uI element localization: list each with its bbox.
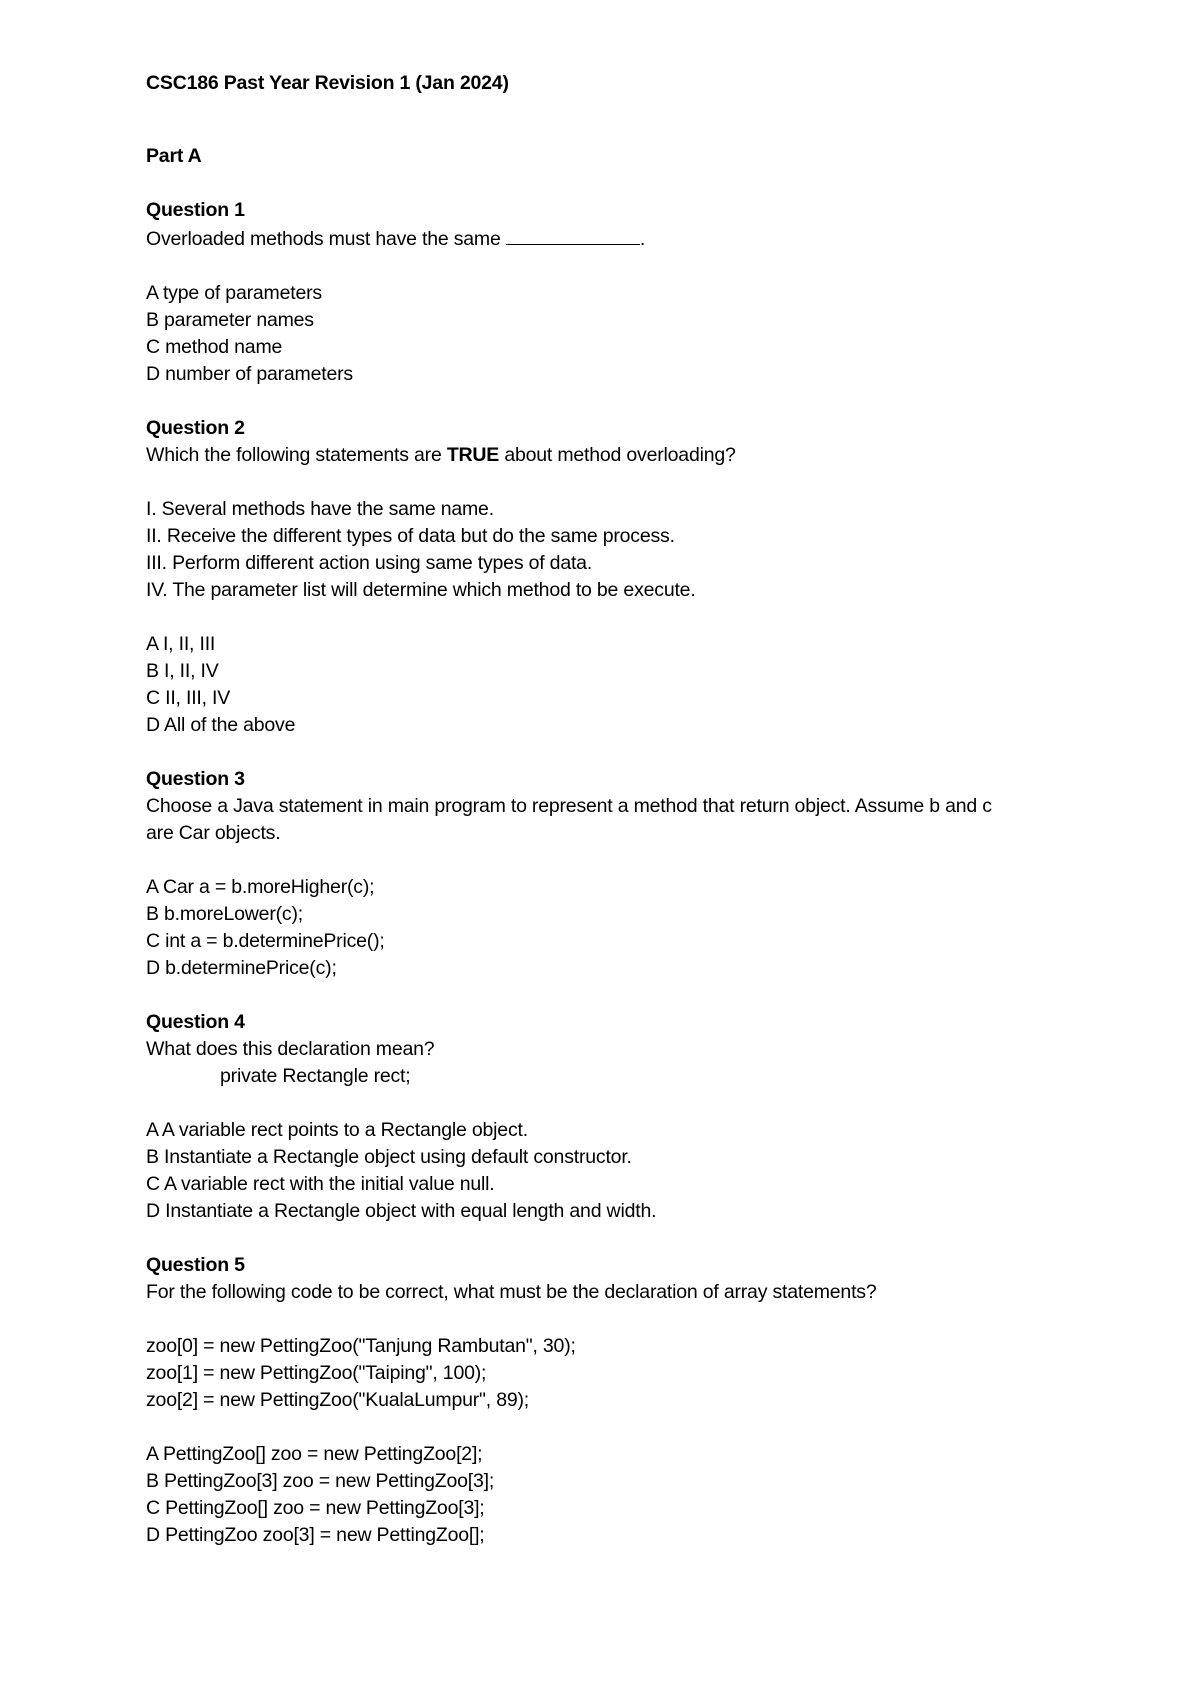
question-3: [146, 766, 1076, 982]
statement-ii: II. Receive the different types of data but do the same process.: [146, 525, 675, 547]
question-2-heading: Question 2: [146, 417, 245, 439]
question-3-option-c: C int a = b.determinePrice();: [146, 930, 385, 952]
question-1-option-a: A type of parameters: [146, 282, 322, 304]
document-content: [146, 70, 1076, 1549]
question-4-option-b: B Instantiate a Rectangle object using default constructor.: [146, 1146, 632, 1168]
answer-blank: [506, 224, 640, 245]
question-4-option-d: D Instantiate a Rectangle object with equal length and width.: [146, 1200, 657, 1222]
question-5-option-a: A PettingZoo[] zoo = new PettingZoo[2];: [146, 1443, 483, 1465]
question-1-option-b: B parameter names: [146, 309, 314, 331]
code-line-2: zoo[1] = new PettingZoo("Taiping", 100);: [146, 1362, 487, 1384]
question-5-option-d: D PettingZoo zoo[3] = new PettingZoo[];: [146, 1524, 485, 1546]
question-4-code: private Rectangle rect;: [220, 1065, 411, 1087]
question-1-stem: Overloaded methods must have the same .: [146, 224, 1076, 253]
question-4-option-a: A A variable rect points to a Rectangle object.: [146, 1119, 528, 1141]
question-5-heading: Question 5: [146, 1254, 245, 1276]
question-3-option-a: A Car a = b.moreHigher(c);: [146, 876, 375, 898]
question-3-option-d: D b.determinePrice(c);: [146, 957, 337, 979]
question-3-stem-line-1: Choose a Java statement in main program to represent a method that return object. Assume b and c: [146, 795, 992, 817]
statement-iii: III. Perform different action using same types of data.: [146, 552, 593, 574]
question-1: [146, 197, 1076, 388]
question-2-stem: Which the following statements are TRUE about method overloading?: [146, 444, 736, 466]
statement-iv: IV. The parameter list will determine which method to be execute.: [146, 579, 696, 601]
question-4: [146, 1009, 1076, 1225]
question-3-heading: Question 3: [146, 768, 245, 790]
code-line-3: zoo[2] = new PettingZoo("KualaLumpur", 89);: [146, 1389, 530, 1411]
question-2-option-b: B I, II, IV: [146, 660, 219, 682]
question-4-stem: What does this declaration mean?: [146, 1038, 435, 1060]
question-1-option-d: D number of parameters: [146, 363, 353, 385]
question-3-stem-line-2: are Car objects.: [146, 822, 281, 844]
question-2-option-d: D All of the above: [146, 714, 296, 736]
question-4-heading: Question 4: [146, 1011, 245, 1033]
code-line-1: zoo[0] = new PettingZoo("Tanjung Rambutan", 30);: [146, 1335, 576, 1357]
statement-i: I. Several methods have the same name.: [146, 498, 494, 520]
question-5: [146, 1252, 1076, 1549]
question-3-option-b: B b.moreLower(c);: [146, 903, 303, 925]
question-1-heading: Question 1: [146, 199, 245, 221]
emphasis-true: TRUE: [446, 444, 500, 466]
question-2-option-c: C II, III, IV: [146, 687, 231, 709]
question-5-stem: For the following code to be correct, what must be the declaration of array statements?: [146, 1281, 877, 1303]
question-4-option-c: C A variable rect with the initial value null.: [146, 1173, 495, 1195]
question-1-option-c: C method name: [146, 336, 283, 358]
part-heading: Part A: [146, 145, 202, 167]
document-title: CSC186 Past Year Revision 1 (Jan 2024): [146, 72, 509, 94]
question-5-option-b: B PettingZoo[3] zoo = new PettingZoo[3];: [146, 1470, 495, 1492]
question-2: [146, 415, 1076, 739]
question-2-option-a: A I, II, III: [146, 633, 216, 655]
question-5-option-c: C PettingZoo[] zoo = new PettingZoo[3];: [146, 1497, 485, 1519]
